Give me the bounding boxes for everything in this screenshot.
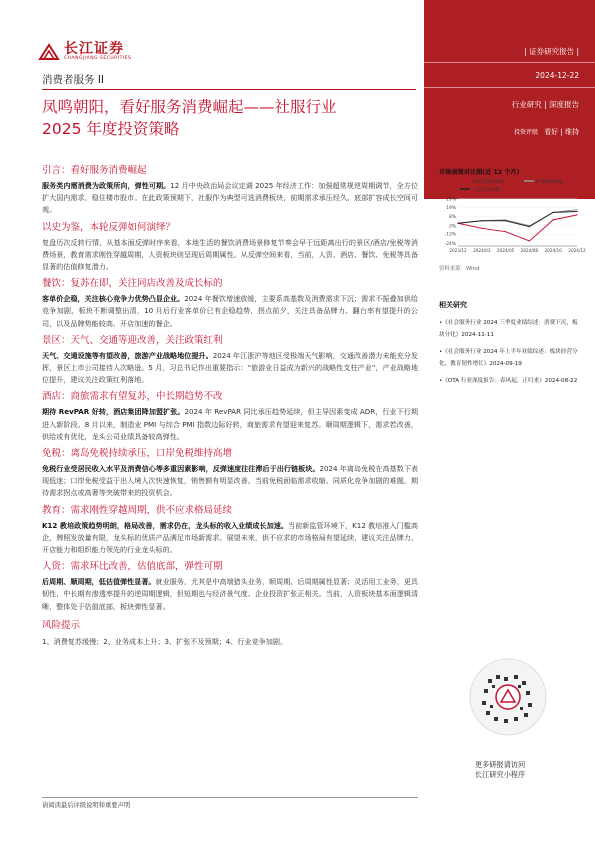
section-paragraph [42, 237, 418, 274]
y-tick-label: 19% [446, 205, 456, 211]
legend-label: 沪深300指数 [536, 179, 564, 185]
paragraph-lead: 服务类内需消费为政策所向，弹性可期。 [42, 181, 171, 190]
section-heading: 餐饮：复苏在即，关注同店改善及成长标的 [42, 278, 223, 290]
data-point [576, 209, 577, 210]
qr-caption-line-2: 长江研究小程序 [474, 770, 526, 779]
x-tick-label: 2024/08 [520, 248, 539, 253]
section-heading: 引言：看好服务消费崛起 [42, 165, 147, 176]
panel-divider [424, 87, 595, 88]
section-paragraph [42, 350, 418, 387]
section-paragraph [42, 293, 418, 330]
company-logo [38, 42, 131, 61]
x-tick-label: 2024/05 [496, 248, 515, 253]
paragraph-lead: 后周期、顺周期，低估值弹性显著。 [42, 577, 156, 587]
qr-caption [440, 760, 560, 780]
department-label: 消费者服务 II [42, 74, 105, 86]
data-point [505, 231, 506, 232]
paragraph-text: 当前新监管环境下，K12 教培准入门槛高企，牌照发放量有限，龙头标的优质产品满足市场新需求。展望未来，供不应求的市场格局有望延续，建议关注品牌力、开店能力和组织能力领先的行业龙头标的。 [42, 520, 418, 555]
legend-label: 消费者服务指数 [472, 179, 505, 185]
related-research-item[interactable]: •《社会服务行业 2024 年上半年业绩综述：板块经营分化，教育韧性增长》2024-09-19 [439, 349, 578, 367]
data-point [553, 212, 554, 213]
paragraph-lead: K12 教培政策趋势明朗，格局改善，需求仍在，龙头标的收入业绩成长加速。 [42, 520, 288, 530]
paragraph-lead: 客单价企稳，关注核心竞争力优势凸显企业。 [42, 294, 185, 304]
risk-text: 1、消费复苏缓慢；2、业务成本上升；3、扩张不及预期；4、行业竞争加剧。 [42, 636, 288, 646]
paragraph-text: 12 月中央政治局会议定调 2025 年经济工作：加强超常规逆周期调节，全方位扩大国内需求，稳住楼市股市。在此政策预期下，社服作为典型可选消费板块，前期需求承压经久、底部扩容成长空间可观。 [42, 181, 419, 215]
report-body [42, 160, 418, 648]
title-line-1: 凤鸣朝阳，看好服务消费崛起——社服行业 [42, 98, 337, 116]
paragraph-text: 2024 年 RevPAR 同比承压趋势延续，但主导因素变成 ADR，行业下行期进入新阶段。8 月以来，制造业 PMI 与综合 PMI 指数边际好转，商旅需求有望迎来复苏。顺周期逻辑下，需求若改善，供给或有优化，龙头公司业绩具备较高弹性。 [42, 407, 418, 441]
related-research-list [439, 318, 581, 394]
title-line-2: 2025 年度投资策略 [42, 120, 180, 138]
section-paragraph [42, 180, 418, 217]
section-heading: 景区：天气、交通等迎改善，关注政策红利 [42, 334, 223, 346]
rating-row [514, 127, 579, 137]
paragraph-lead: 天气、交通设施等有望改善，旅游产业战略地位提升。 [42, 350, 213, 360]
logo-en-text: CHANGJIANG SECURITIES [64, 56, 132, 61]
section-heading: 人资：需求环比改善，估值底部，弹性可期 [42, 561, 223, 573]
y-tick-label: -24% [444, 241, 456, 247]
panel-divider [424, 62, 595, 63]
data-point [576, 214, 577, 215]
y-tick-label: 8% [449, 215, 456, 221]
data-point [505, 220, 506, 221]
report-category: 行业研究 | 深度报告 [511, 100, 579, 109]
series-line-consumer [458, 215, 577, 241]
page-footer: 请阅读最后评级说明和重要声明 [42, 797, 418, 809]
data-point [457, 223, 458, 224]
header-divider [42, 89, 416, 90]
legend-label: 上证综合指数 [472, 187, 500, 193]
section-paragraph [42, 520, 418, 557]
paragraph-text: 复盘历次反转行情，从基本面反弹时序来看，本地生活的餐饮消费场景修复节奏会早于远距离出行的景区/酒店/免税等消费场景，教育需求刚性穿越周期，人资板块则呈现后周期属性。从反弹空间来看，当前，人资、酒店、餐饮、免税等具备显著的估值修复潜力。 [42, 237, 418, 272]
rating-label: 投资评级 [513, 129, 538, 136]
paragraph-text: 2024 年江浙沪等地区受极端天气影响，交通改善潜力未能充分发挥，景区上市公司接待人次略逊。5 月，习总书记作出重要指示：“旅游业日益成为新兴的战略性支柱产业”，产业战略地位提升，建议关注政策红利落地。 [42, 350, 418, 385]
section-paragraph [42, 576, 418, 613]
paragraph-text: 2024 年离岛免税在高基数下表现低迷；口岸免税受益于出入境人次快速恢复，销售额有明显改善。当前免税面临需求收缩、同质化竞争加剧的难题，期待需求拐点或高奢等突破带来的投资机会。 [42, 464, 418, 498]
paragraph-lead: 免税行业受居民收入水平及消费信心等多重因素影响，反弹速度往往滞后于出行链板块。 [42, 464, 320, 474]
report-type: | 证券研究报告 | [524, 47, 579, 56]
chart-title: 市场表现对比图(近 12 个月) [439, 169, 520, 176]
paragraph-text: 就业服务，尤其是中高端猎头业务，顺周期、后周期属性显著；灵活用工业务，更具韧性，中长期有渗透率提升的逆周期逻辑，但短期也与经济景气度、企业投资扩张正相关。当前，人资板块基本面逻辑清晰，整体处于估值底部，板块弹性显著。 [42, 577, 419, 611]
report-date: 2024-12-22 [535, 71, 579, 80]
x-tick-label: 2024/03 [473, 248, 491, 253]
paragraph-lead: 期待 RevPAR 好转，酒店集团降加盟扩张。 [42, 407, 185, 417]
section-paragraph [42, 406, 418, 443]
logo-cn-text: 长江证券 [64, 41, 124, 57]
y-tick-label: -13% [444, 232, 456, 238]
rating-value: 看好 | 维持 [544, 128, 579, 136]
market-performance-chart [436, 176, 586, 258]
data-point [553, 219, 554, 220]
section-heading: 酒店：商旅需求有望复苏，中长期趋势不改 [42, 391, 223, 403]
data-point [529, 240, 530, 241]
section-heading: 教育：需求刚性穿越周期，供不应求格局延续 [42, 504, 233, 516]
x-tick-label: 2024/10 [544, 248, 562, 253]
x-tick-label: 2023/12 [449, 248, 467, 253]
section-heading: 免税：离岛免税持续承压，口岸免税维持高增 [42, 448, 233, 460]
paragraph-text: 2024 年餐饮增速放缓，主要系高基数及消费需求下沉；需求不振叠加供给竞争加剧，板块不断调整出清，10 月后行业客单价已有企稳趋势，拐点前夕，关注具备品牌力、翻台率有望提升的公司，以及品牌势能较高、开店加速的餐企。 [42, 294, 418, 328]
related-research-item[interactable]: •《社会服务行业 2024 三季度业绩综述：消费下沉，板块分化》2024-11-11 [439, 320, 578, 338]
data-point [576, 211, 577, 212]
report-title [42, 96, 422, 140]
mini-program-qr-code[interactable] [468, 657, 548, 737]
data-point [481, 220, 482, 221]
y-tick-label: -3% [447, 224, 456, 230]
y-tick-label: 29% [446, 197, 456, 203]
related-research-heading: 相关研究 [439, 301, 467, 309]
section-paragraph [42, 463, 418, 500]
data-point [481, 228, 482, 229]
changjiang-logo-icon [38, 43, 60, 61]
risk-heading: 风险提示 [42, 619, 81, 631]
qr-caption-line-1: 更多研报请访问 [474, 760, 526, 769]
chart-source: 资料来源：Wind [439, 266, 480, 272]
x-tick-label: 2024/12 [568, 248, 586, 253]
section-heading: 以史为鉴，本轮反弹如何演绎？ [42, 221, 176, 233]
related-research-item[interactable]: •《OTA 行业深度报告：春风起，正归来》2024-08-22 [439, 378, 578, 384]
data-point [529, 226, 530, 227]
